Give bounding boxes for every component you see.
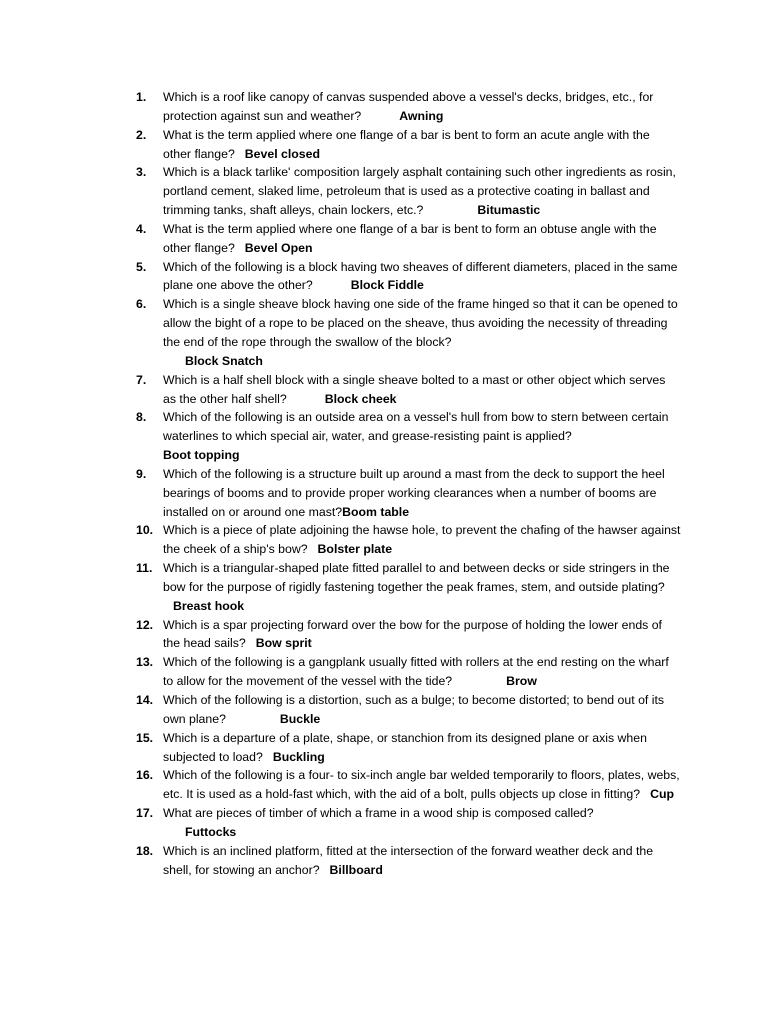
question-number: 7. <box>136 372 147 387</box>
answer-text: Block cheek <box>324 391 397 406</box>
answer-text: Block Fiddle <box>350 278 424 293</box>
answer-text: Bow sprit <box>255 636 312 651</box>
question-number: 8. <box>136 410 147 425</box>
question-number: 3. <box>136 165 147 180</box>
question-list <box>136 88 681 879</box>
question-text: Which of the following is a distortion, such as a bulge; to become distorted; to bend out of its own plane? <box>163 693 665 726</box>
answer-text: Futtocks <box>185 824 237 839</box>
question-text: Which of the following is a structure built up around a mast from the deck to support the heel bearings of booms and to provide proper working clearances when a number of booms are installed on or around one mast? <box>163 466 665 519</box>
question-text: Which is a departure of a plate, shape, or stanchion from its designed plane or axis when subjected to load? <box>163 730 647 764</box>
question-text: What is the term applied where one flange of a bar is bent to form an acute angle with the other flange? <box>163 127 650 161</box>
question-text: Which of the following is a block having two sheaves of different diameters, placed in the same plane one above the other? <box>163 259 678 293</box>
question-text: Which is a triangular-shaped plate fitted parallel to and between decks or side stringers in the bow for the purpose of rigidly fastening together the peak frames, stem, and outside plating? <box>163 561 670 594</box>
answer-text: Cup <box>650 787 675 802</box>
answer-text: Bevel Open <box>244 240 313 255</box>
answer-text: Buckling <box>272 749 325 764</box>
question-number: 11. <box>136 561 153 576</box>
answer-text: Awning <box>399 108 444 123</box>
question-number: 12. <box>136 617 154 632</box>
question-text: Which is a half shell block with a single sheave bolted to a mast or other object which serves as the other half shell? <box>163 372 666 406</box>
question-number: 1. <box>136 90 147 104</box>
list-item <box>136 220 681 258</box>
question-number: 13. <box>136 655 154 670</box>
list-item <box>136 88 681 126</box>
list-item <box>136 691 681 729</box>
question-text: Which is a black tarlike' composition largely asphalt containing such other ingredients as rosin, portland cement, slaked lime, petroleum that is used as a protective coating in ballast and trimming tanks, shaft alleys, chain lockers, etc.? <box>163 165 676 218</box>
question-text: Which of the following is an outside area on a vessel's hull from bow to stern between certain waterlines to which special air, water, and grease-resisting paint is applied? <box>163 410 669 444</box>
question-text: Which of the following is a gangplank usually fitted with rollers at the end resting on the wharf to allow for the movement of the vessel with the tide? <box>163 655 669 689</box>
answer-text: Bolster plate <box>317 542 393 557</box>
question-number: 4. <box>136 221 147 236</box>
question-text: Which is a single sheave block having one side of the frame hinged so that it can be opened to allow the bight of a rope to be placed on the sheave, thus avoiding the necessity of threading the end of the rope through the swallow of the block? <box>163 297 678 349</box>
question-number: 17. <box>136 806 154 821</box>
answer-text: Block Snatch <box>185 353 263 368</box>
question-number: 14. <box>136 693 154 707</box>
answer-text: Buckle <box>279 711 321 726</box>
list-item <box>136 295 681 370</box>
list-item <box>136 842 681 880</box>
question-text: Which is a roof like canopy of canvas suspended above a vessel's decks, bridges, etc., for protection against sun and weather? <box>163 90 654 123</box>
list-item <box>136 616 681 654</box>
answer-text: Brow <box>506 674 537 689</box>
list-item <box>136 729 681 767</box>
question-text: What are pieces of timber of which a frame in a wood ship is composed called? <box>163 806 594 821</box>
question-number: 18. <box>136 843 154 858</box>
list-item <box>136 258 681 296</box>
list-item <box>136 766 681 804</box>
list-item <box>136 521 681 559</box>
list-item <box>136 653 681 691</box>
list-item <box>136 465 681 522</box>
list-item <box>136 559 681 616</box>
question-number: 2. <box>136 127 147 142</box>
list-item <box>136 371 681 409</box>
answer-text: Billboard <box>329 862 383 877</box>
question-number: 15. <box>136 730 154 745</box>
question-text: Which is a piece of plate adjoining the hawse hole, to prevent the chafing of the hawser against the cheek of a ship's bow? <box>163 523 681 557</box>
question-text: Which is a spar projecting forward over the bow for the purpose of holding the lower ends of the head sails? <box>163 617 662 651</box>
answer-text: Breast hook <box>173 598 245 613</box>
answer-text: Boot topping <box>163 448 240 463</box>
question-text: Which of the following is a four- to six-inch angle bar welded temporarily to floors, plates, webs, etc. It is used as a hold-fast which, with the aid of a bolt, pulls objects up close in fitting? <box>163 768 680 802</box>
list-item <box>136 126 681 164</box>
answer-text: Bitumastic <box>477 203 541 218</box>
question-number: 6. <box>136 297 147 312</box>
question-number: 16. <box>136 768 154 783</box>
question-number: 10. <box>136 523 154 538</box>
question-number: 5. <box>136 259 147 274</box>
answer-text: Bevel closed <box>244 146 320 161</box>
answer-text: Boom table <box>342 504 410 519</box>
question-number: 9. <box>136 466 147 481</box>
list-item <box>136 163 681 220</box>
question-text: What is the term applied where one flange of a bar is bent to form an obtuse angle with the other flange? <box>163 221 657 255</box>
question-text: Which is an inclined platform, fitted at the intersection of the forward weather deck and the shell, for stowing an anchor? <box>163 843 654 877</box>
list-item <box>136 804 681 842</box>
list-item <box>136 408 681 465</box>
